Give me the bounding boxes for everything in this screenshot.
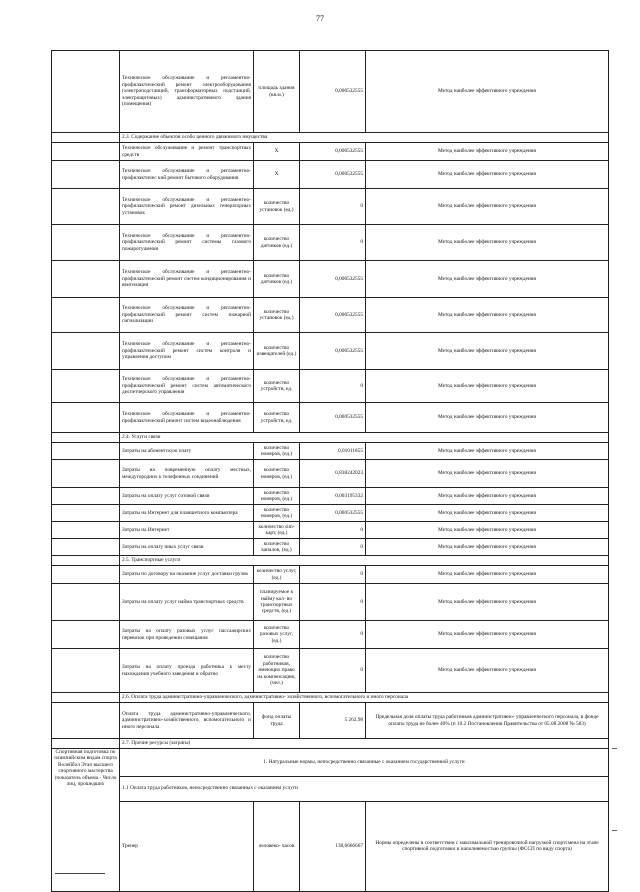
empty-cell <box>52 189 120 225</box>
empty-cell <box>52 433 120 443</box>
table-row <box>52 522 609 539</box>
table-row <box>52 460 609 488</box>
empty-cell <box>52 693 120 703</box>
norms-table <box>51 50 609 892</box>
cost-item-name: Техническое обслуживание и ремонт транспортных средств <box>120 143 254 161</box>
calc-method: Метод наиболее эффективного учреждения <box>366 298 609 333</box>
table-row <box>52 161 609 189</box>
unit-of-measure: количество разовых услуг, (ед.) <box>254 621 300 649</box>
section-heading: 2.3. Содержание объектов особо ценного движимого имущества <box>120 133 609 143</box>
norm-value: 0,000532555 <box>300 298 366 333</box>
section-row <box>52 693 609 703</box>
norm-value: 0,838242023 <box>300 460 366 488</box>
section-heading: 2.6. Оплата труда административно-управленческого, административно- хозяйственного, вспомогательного и иного персонала <box>120 693 609 703</box>
table-row <box>52 443 609 460</box>
empty-cell <box>52 488 120 505</box>
unit-of-measure: количество номеров, (ед.) <box>254 460 300 488</box>
table-row <box>52 505 609 522</box>
unit-of-measure: фонд оплаты труда <box>254 703 300 739</box>
norm-value: 5 262,98 <box>300 703 366 739</box>
empty-cell <box>52 460 120 488</box>
cost-item-name: Техническое обслуживание и регламентно- профилактический ремонт систем кондиционирования и вентиляции <box>120 261 254 298</box>
unit-of-measure: количество датчиков (ед.) <box>254 225 300 261</box>
table-row <box>52 649 609 693</box>
unit-of-measure: X <box>254 143 300 161</box>
table-row <box>52 403 609 433</box>
cost-item-name: Затраты на оплату услуг сотовой связи <box>120 488 254 505</box>
norm-value: 0 <box>300 566 366 584</box>
empty-cell <box>52 51 120 133</box>
calc-method: Метод наиболее эффективного учреждения <box>366 488 609 505</box>
norm-value: 0,000532555 <box>300 143 366 161</box>
calc-method: Метод наиболее эффективного учреждения <box>366 621 609 649</box>
table-row <box>52 189 609 225</box>
cost-item-name: Затраты на Интернет <box>120 522 254 539</box>
unit-of-measure: площадь здания (кв.м.) <box>254 51 300 133</box>
calc-method: Метод наиболее эффективного учреждения <box>366 225 609 261</box>
norm-value: 0 <box>300 522 366 539</box>
norm-value: 0,000532555 <box>300 333 366 370</box>
unit-of-measure: количество извещателей (ед.) <box>254 333 300 370</box>
footnote-line <box>55 873 105 874</box>
table-row <box>52 703 609 739</box>
unit-of-measure: количество работников, имеющих право на компенсацию, (чел.) <box>254 649 300 693</box>
table-row <box>52 298 609 333</box>
cost-item-name: Тренер <box>120 801 254 891</box>
cost-item-name: Затраты на оплату разовых услуг пассажирских перевозок при проведении совещания <box>120 621 254 649</box>
calc-method: Метод наиболее эффективного учреждения <box>366 505 609 522</box>
norm-value: 0 <box>300 539 366 556</box>
calc-method: Метод наиболее эффективного учреждения <box>366 649 609 693</box>
service-label-text: Спортивная подготовка по олимпийским видам спорта Волейбол Этап высшего спортивного мастерства (показатель объема - Число лиц, прошедших <box>54 749 117 788</box>
unit-of-measure: количество услуг, (ед.) <box>254 566 300 584</box>
empty-cell <box>52 556 120 566</box>
section-heading: 2.7. Прочие ресурсы (затраты) <box>120 739 609 749</box>
empty-cell <box>52 133 120 143</box>
empty-cell <box>52 161 120 189</box>
empty-cell <box>52 333 120 370</box>
table-row <box>52 621 609 649</box>
section-heading: 2.4. Услуги связи <box>120 433 609 443</box>
empty-cell <box>52 225 120 261</box>
unit-of-measure: количество sim-карт, (ед.) <box>254 522 300 539</box>
norm-value: 0 <box>300 225 366 261</box>
table-row <box>52 333 609 370</box>
cost-item-name: Техническое обслуживание и регламентно- профилактический ремонт систем автоматического диспетчерского управления <box>120 370 254 403</box>
calc-method: Метод наиболее эффективного учреждения <box>366 584 609 621</box>
norm-value: 0,000532555 <box>300 403 366 433</box>
calc-method: Метод наиболее эффективного учреждения <box>366 566 609 584</box>
norm-value: 0 <box>300 621 366 649</box>
cost-item-name: Техническое обслуживание и регламентно- профилактичес кий ремонт бытового оборудования <box>120 161 254 189</box>
section-row <box>52 133 609 143</box>
calc-method: Предельная доля оплаты труда работников административно- управленческого персонала, в фонде оплаты труда не более 40% (п 10.2 Постановления Правительства от 05.08.2008 № 583) <box>366 703 609 739</box>
table-row <box>52 51 609 133</box>
calc-method: Метод наиболее эффективного учреждения <box>366 460 609 488</box>
calc-method: Метод наиболее эффективного учреждения <box>366 370 609 403</box>
empty-cell <box>52 649 120 693</box>
empty-cell <box>52 298 120 333</box>
page-number: 77 <box>316 14 324 23</box>
cost-item-name: Затраты на абонентскую плату <box>120 443 254 460</box>
section-row <box>52 776 609 801</box>
section-row <box>52 556 609 566</box>
unit-of-measure: количество датчиков (ед.) <box>254 261 300 298</box>
calc-method: Метод наиболее эффективного учреждения <box>366 333 609 370</box>
calc-method: Метод наиболее эффективного учреждения <box>366 143 609 161</box>
unit-of-measure: X <box>254 161 300 189</box>
cost-item-name: Техническое обслуживание и регламентно- профилактический ремонт систем пожарной сигнализации <box>120 298 254 333</box>
cost-item-name: Затраты на оплату услуг найма транспортных средств <box>120 584 254 621</box>
table-row <box>52 801 609 891</box>
empty-cell <box>52 621 120 649</box>
table-row <box>52 584 609 621</box>
unit-of-measure: количество устройств, ед. <box>254 370 300 403</box>
unit-of-measure: количество номеров, (ед.) <box>254 443 300 460</box>
table-row <box>52 370 609 403</box>
calc-method: Метод наиболее эффективного учреждения <box>366 161 609 189</box>
unit-of-measure: количество установок (ед.) <box>254 298 300 333</box>
calc-method: Метод наиболее эффективного учреждения <box>366 443 609 460</box>
norm-value: 0,003195332 <box>300 488 366 505</box>
empty-cell <box>52 539 120 556</box>
section-row <box>52 433 609 443</box>
cost-item-name: Затраты на Интернет для планшетного компьютера <box>120 505 254 522</box>
cost-item-name: Затраты на оплату проезда работника к месту нахождения учебного заведения и обратно <box>120 649 254 693</box>
table-row <box>52 261 609 298</box>
norm-value: 0 <box>300 584 366 621</box>
section-row <box>52 739 609 749</box>
table-row <box>52 488 609 505</box>
norm-value: 0,000532555 <box>300 261 366 298</box>
empty-cell <box>52 584 120 621</box>
section-row <box>52 749 609 777</box>
margin-dash <box>612 748 617 749</box>
empty-cell <box>52 443 120 460</box>
calc-method: Метод наиболее эффективного учреждения <box>366 261 609 298</box>
unit-of-measure: количество номеров, (ед.) <box>254 505 300 522</box>
empty-cell <box>52 505 120 522</box>
cost-item-name: Техническое обслуживание и регламентно- профилактический ремонт систем видеонаблюдения <box>120 403 254 433</box>
empty-cell <box>52 566 120 584</box>
cost-item-name: Техническое обслуживание и регламентно- профилактический ремонт систем контроля и управления доступом <box>120 333 254 370</box>
empty-cell <box>52 143 120 161</box>
norm-value: 138,6666667 <box>300 801 366 891</box>
norm-value: 0 <box>300 189 366 225</box>
cost-item-name: Техническое обслуживание и регламентно- профилактический ремонт дизельных генераторных установок <box>120 189 254 225</box>
cost-item-name: Техническое обслуживание и регламентно- профилактический ремонт электрооборудования (электроподстанций, трансформаторных подстанций, электрощитовых) административного здания (помещения) <box>120 51 254 133</box>
margin-dash <box>612 830 617 831</box>
unit-of-measure: планируемое к найму кол- во транспортных средств, (ед.) <box>254 584 300 621</box>
cost-item-name: Техническое обслуживание и регламентно- профилактический ремонт системы газового пожаротушения <box>120 225 254 261</box>
table-row <box>52 566 609 584</box>
calc-method: Метод наиболее эффективного учреждения <box>366 522 609 539</box>
calc-method: Нормы определены в соответствии с максимальной тренировочной нагрузкой спортсмена на этапе спортивной подготовки и наполняемостью группы (ФССП по виду спорта) <box>366 801 609 891</box>
unit-of-measure: количество установок (ед.) <box>254 189 300 225</box>
norm-value: 0 <box>300 370 366 403</box>
empty-cell <box>52 739 120 749</box>
cost-item-name: Затраты на повременную оплату местных, междугородних к телефонных соединений <box>120 460 254 488</box>
table-row <box>52 225 609 261</box>
cost-item-name: Затраты по договору на оказание услуг доставки грузов <box>120 566 254 584</box>
norm-value: 0,000532555 <box>300 161 366 189</box>
calc-method: Метод наиболее эффективного учреждения <box>366 51 609 133</box>
norm-value: 0,01011855 <box>300 443 366 460</box>
service-label <box>52 749 120 892</box>
section-heading: 1. Натуральные нормы, непосредственно связанные с оказанием государственной услуги <box>120 749 609 777</box>
cost-item-name: Затраты на оплату иных услуг связи <box>120 539 254 556</box>
calc-method: Метод наиболее эффективного учреждения <box>366 539 609 556</box>
table-row <box>52 143 609 161</box>
table-row <box>52 539 609 556</box>
unit-of-measure: количество номеров, (ед.) <box>254 488 300 505</box>
calc-method: Метод наиболее эффективного учреждения <box>366 189 609 225</box>
empty-cell <box>52 703 120 739</box>
unit-of-measure: человеко- часов <box>254 801 300 891</box>
empty-cell <box>52 370 120 403</box>
norm-value: 0,000532555 <box>300 505 366 522</box>
unit-of-measure: количество устройств, ед. <box>254 403 300 433</box>
empty-cell <box>52 403 120 433</box>
empty-cell <box>52 522 120 539</box>
norm-value: 0 <box>300 649 366 693</box>
unit-of-measure: количество каналов, (ед.) <box>254 539 300 556</box>
section-heading: 2.5. Транспортные услуги <box>120 556 609 566</box>
empty-cell <box>52 261 120 298</box>
norm-value: 0,000532555 <box>300 51 366 133</box>
cost-item-name: Оплата труда административно-управленческого, административно-хозяйственного, вспомогательного и иного персонала <box>120 703 254 739</box>
calc-method: Метод наиболее эффективного учреждения <box>366 403 609 433</box>
section-heading: 1.1 Оплата труда работников, непосредственно связанных с оказанием услуги <box>120 776 609 801</box>
